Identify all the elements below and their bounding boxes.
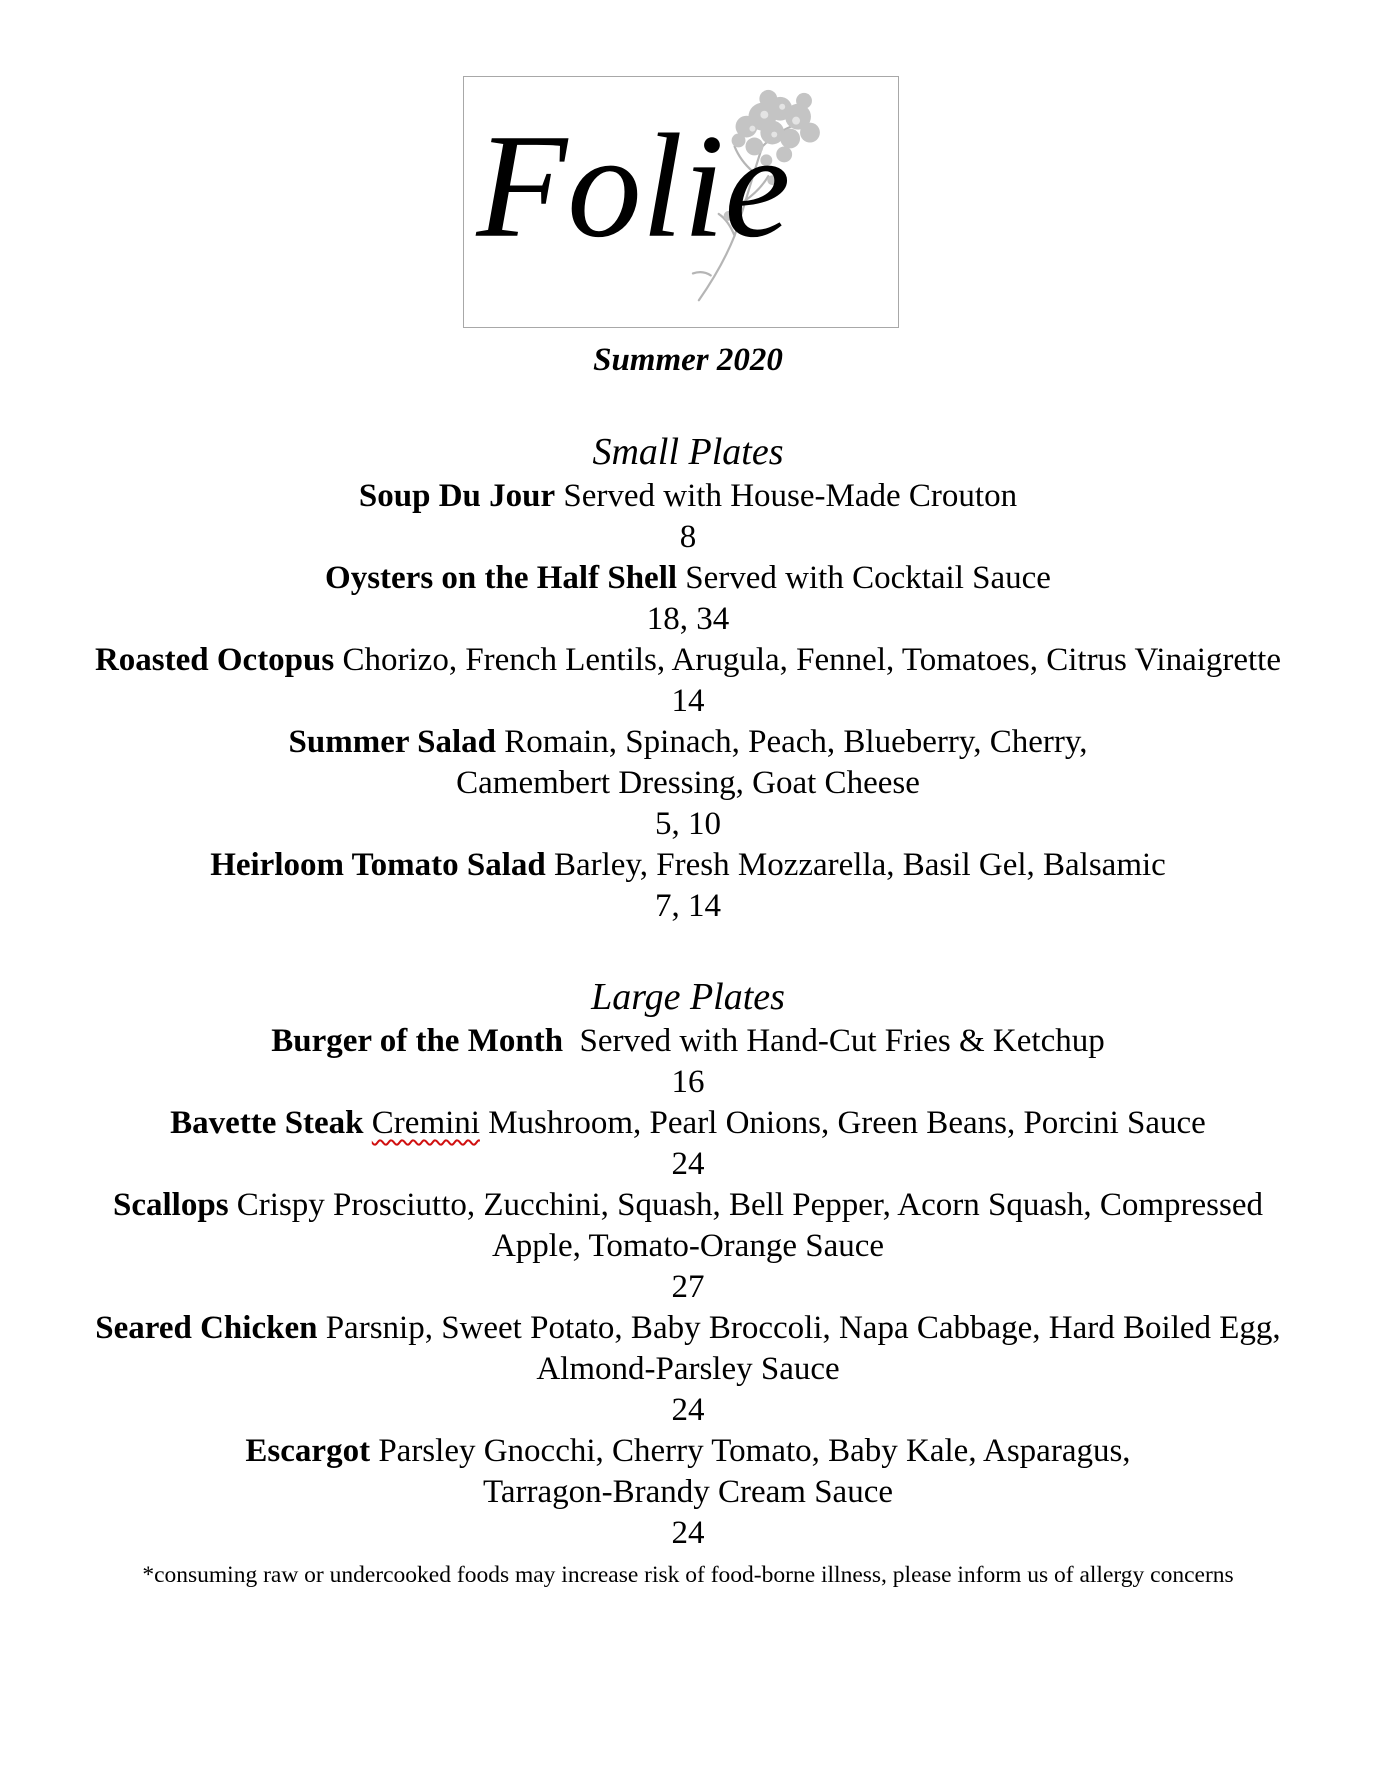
menu-item-summer-salad [0, 722, 1376, 763]
item-description: Served with House-Made Crouton [555, 478, 1018, 514]
item-description: Mushroom, Pearl Onions, Green Beans, Porcini Sauce [479, 1105, 1206, 1141]
menu-item-oysters [0, 558, 1376, 599]
branch-tree-icon [464, 77, 898, 327]
item-price: 8 [679, 519, 697, 555]
item-price: 16 [671, 1064, 705, 1100]
item-name: Escargot [245, 1433, 371, 1469]
menu-item-bavette-steak [0, 1103, 1376, 1144]
item-price: 24 [671, 1392, 705, 1428]
item-price: 5, 10 [655, 806, 721, 842]
logo-wordmark: Folie [476, 103, 791, 269]
menu-item-roasted-octopus [0, 640, 1376, 681]
item-name: Oysters on the Half Shell [325, 560, 678, 596]
item-name: Summer Salad [288, 724, 497, 760]
item-price: 14 [671, 683, 705, 719]
item-name: Roasted Octopus [94, 642, 335, 678]
menu-item-heirloom-tomato-salad [0, 845, 1376, 886]
item-description-continued: Almond-Parsley Sauce [536, 1351, 840, 1387]
item-price: 27 [671, 1269, 705, 1305]
item-name: Scallops [113, 1187, 229, 1223]
menu-item-scallops [0, 1185, 1376, 1226]
logo [463, 76, 899, 328]
item-name: Bavette Steak [170, 1105, 364, 1141]
item-price: 24 [671, 1146, 705, 1182]
item-price: 24 [671, 1515, 705, 1551]
item-name: Soup Du Jour [358, 478, 556, 514]
item-description: Barley, Fresh Mozzarella, Basil Gel, Balsamic [545, 847, 1166, 883]
spellcheck-flagged-word: Cremini [371, 1105, 480, 1141]
section-title: Small Plates [592, 431, 784, 473]
menu-item-escargot [0, 1431, 1376, 1472]
item-name: Burger of the Month [271, 1023, 564, 1059]
item-description-continued: Apple, Tomato-Orange Sauce [491, 1228, 885, 1264]
menu-item-burger [0, 1021, 1376, 1062]
item-description: Romain, Spinach, Peach, Blueberry, Cherry, [496, 724, 1088, 760]
item-name: Heirloom Tomato Salad [210, 847, 546, 883]
allergy-disclaimer: *consuming raw or undercooked foods may increase risk of food-borne illness, please inform us of allergy concerns [142, 1562, 1234, 1588]
item-description-continued: Tarragon-Brandy Cream Sauce [482, 1474, 894, 1510]
menu-item-seared-chicken [0, 1308, 1376, 1349]
item-description: Served with Hand-Cut Fries & Ketchup [563, 1023, 1105, 1059]
item-price: 7, 14 [655, 888, 721, 924]
item-price: 18, 34 [646, 601, 730, 637]
item-description: Parsley Gnocchi, Cherry Tomato, Baby Kale, Asparagus, [370, 1433, 1131, 1469]
large-plates-section [0, 973, 1376, 1554]
item-description: Chorizo, French Lentils, Arugula, Fennel, Tomatoes, Citrus Vinaigrette [334, 642, 1282, 678]
item-description: Crispy Prosciutto, Zucchini, Squash, Bell Pepper, Acorn Squash, Compressed [228, 1187, 1263, 1223]
menu-season-title: Summer 2020 [593, 342, 783, 378]
item-description: Served with Cocktail Sauce [677, 560, 1051, 596]
item-description-continued: Camembert Dressing, Goat Cheese [456, 765, 920, 801]
item-name: Seared Chicken [95, 1310, 318, 1346]
section-title: Large Plates [591, 976, 785, 1018]
menu-item-soup-du-jour [0, 476, 1376, 517]
item-description: Parsnip, Sweet Potato, Baby Broccoli, Napa Cabbage, Hard Boiled Egg, [317, 1310, 1281, 1346]
small-plates-section [0, 428, 1376, 927]
